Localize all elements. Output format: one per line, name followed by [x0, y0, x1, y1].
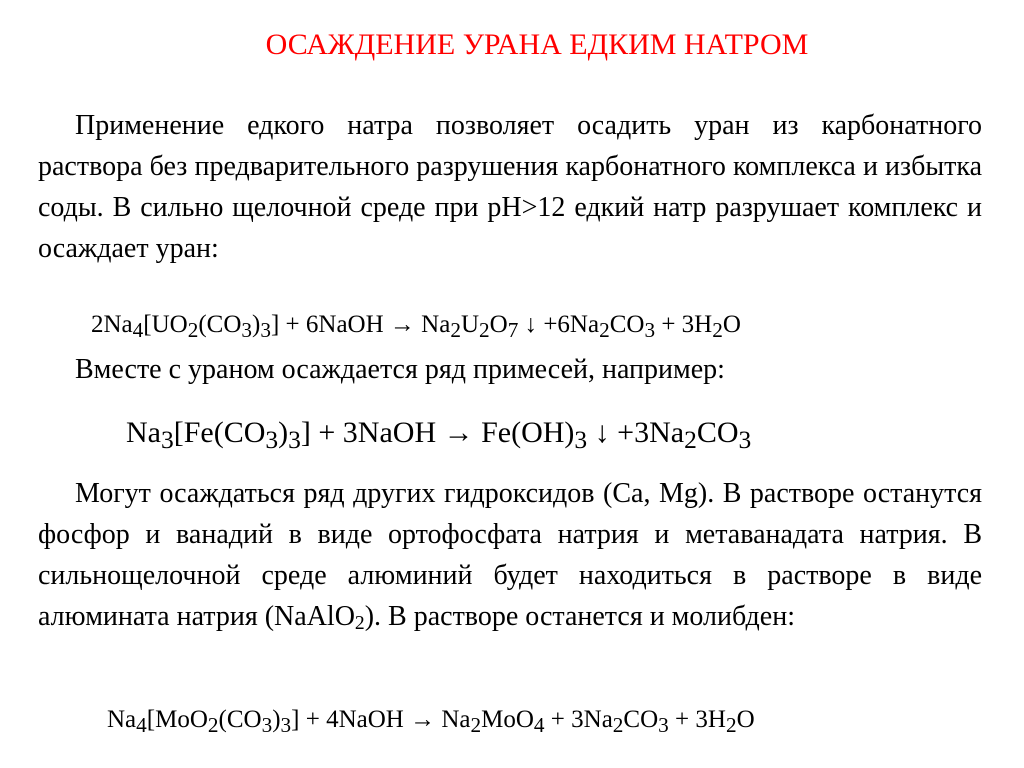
equation-subscript: 3	[261, 712, 273, 737]
equation-subscript: 4	[533, 712, 545, 737]
equation-subscript: 2	[187, 317, 199, 342]
equation-term: Na	[107, 706, 137, 733]
equation-term: [Fe(CO	[173, 416, 266, 449]
equation-term: ↓ +6Na	[518, 311, 600, 338]
equation-term: )	[272, 706, 281, 733]
equation-term: U	[460, 311, 480, 338]
equation-molybdenum	[107, 706, 755, 737]
equation-subscript: 2	[612, 712, 624, 737]
equation-subscript: 2	[479, 317, 490, 342]
equation-term: ] + 3NaOH → Fe(OH)	[300, 416, 575, 449]
equation-subscript: 3	[280, 712, 292, 737]
equation-term: ] + 4NaOH → Na	[291, 706, 471, 733]
equation-subscript: 7	[507, 317, 519, 342]
equation-term: )	[278, 416, 289, 449]
equation-subscript: 2	[684, 424, 697, 454]
equation-subscript: 3	[738, 424, 752, 454]
equation-subscript: 2	[470, 712, 482, 737]
equation-term: (CO	[198, 311, 242, 338]
equation-subscript: 4	[132, 317, 144, 342]
paragraph-impurities: Вместе с ураном осаждается ряд примесей, например:	[75, 354, 725, 385]
equation-term: ↓ +3Na	[587, 416, 685, 449]
equation-subscript: 3	[574, 424, 588, 454]
paragraph-hydroxides-text: Могут осаждаться ряд других гидроксидов (Ca, Mg). В растворе останутся фосфор и ванадий в виде ортофосфата натрия и метаванадата натрия. В сильнощелочной среде алюминий будет находиться в растворе в виде алюмината натрия (NaAlO	[38, 478, 982, 632]
equation-term: CO	[609, 311, 645, 338]
equation-term: + 3H	[655, 311, 713, 338]
equation-subscript: 4	[136, 712, 147, 737]
equation-term: + 3Na	[544, 706, 613, 733]
equation-term: ] + 6NaOH → Na	[270, 311, 451, 338]
equation-term: )	[252, 311, 261, 338]
equation-subscript: 3	[644, 317, 656, 342]
equation-term: (CO	[218, 706, 262, 733]
equation-subscript: 2	[450, 317, 461, 342]
equation-term: 2Na	[91, 311, 133, 338]
equation-term: CO	[623, 706, 659, 733]
paragraph-intro: Применение едкого натра позволяет осадить уран из карбонатного раствора без предварительного разрушения карбонатного комплекса и избытка соды. В сильно щелочной среде при pH>12 едкий натр разрушает комплекс и осаждает уран:	[38, 110, 982, 264]
equation-subscript: 3	[160, 424, 174, 454]
equation-iron-precipitation	[126, 416, 752, 454]
equation-term: O	[489, 311, 508, 338]
equation-term: O	[722, 311, 741, 338]
equation-uranium-precipitation	[91, 311, 741, 342]
equation-term: CO	[696, 416, 739, 449]
equation-subscript: 2	[725, 712, 737, 737]
equation-subscript: 2	[599, 317, 610, 342]
equation-term: Na	[126, 416, 161, 449]
equation-subscript: 3	[658, 712, 669, 737]
equation-term: + 3H	[668, 706, 726, 733]
paragraph-hydroxides	[38, 473, 982, 644]
equation-subscript: 3	[288, 424, 301, 454]
equation-term: O	[736, 706, 755, 733]
slide-title: ОСАЖДЕНИЕ УРАНА ЕДКИМ НАТРОМ	[265, 28, 809, 61]
equation-subscript: 2	[207, 712, 219, 737]
paragraph-hydroxides-tail: ). В растворе останется и молибден:	[364, 601, 795, 632]
equation-term: [MoO	[146, 706, 208, 733]
equation-subscript: 3	[241, 317, 253, 342]
equation-subscript: 2	[712, 317, 723, 342]
paragraph-hydroxides-subscript: 2	[354, 612, 365, 634]
equation-term: [UO	[143, 311, 188, 338]
equation-subscript: 3	[260, 317, 271, 342]
equation-subscript: 3	[265, 424, 279, 454]
equation-term: MoO	[481, 706, 534, 733]
